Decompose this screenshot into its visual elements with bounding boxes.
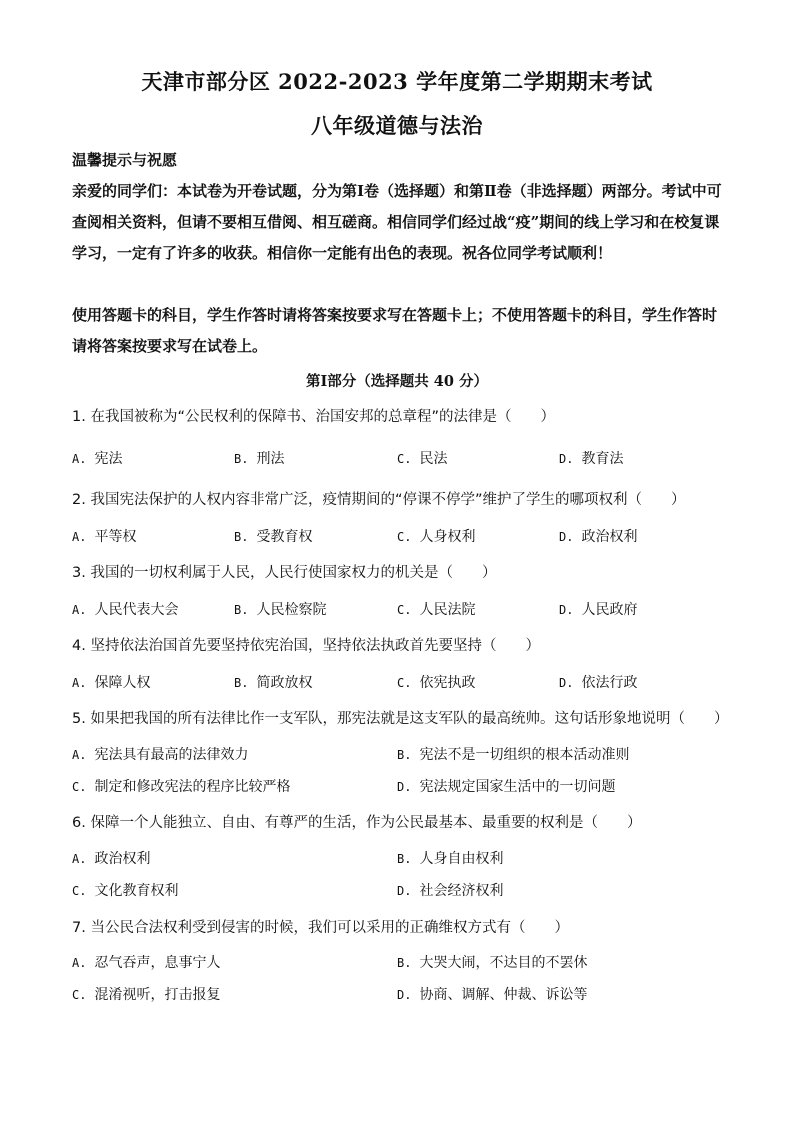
option-a: A. 忍气吞声，息事宁人 <box>72 955 221 971</box>
section-heading: 第Ⅰ部分（选择题共 40 分） <box>305 373 489 390</box>
answer-instruction: 使用答题卡的科目，学生作答时请将答案按要求写在答题卡上；不使用答题卡的科目，学生作答时请将答案按要求写在试卷上。 <box>72 306 718 355</box>
option-a: A. 平等权 <box>72 529 137 545</box>
option-d: D. 协商、调解、仲裁、诉讼等 <box>397 987 588 1003</box>
option-c: C. 依宪执政 <box>397 675 476 691</box>
option-c: C. 混淆视听，打击报复 <box>72 987 221 1003</box>
intro-paragraph: 亲爱的同学们：本试卷为开卷试题，分为第Ⅰ卷（选择题）和第Ⅱ卷（非选择题）两部分。考试中可查阅相关资料，但请不要相互借阅、相互磋商。相信同学们经过战“疫”期间的线上学习和在校复课学习，一定有了许多的收获。相信你一定能有出色的表现。祝各位同学考试顺利！ <box>72 182 722 262</box>
option-b: B. 大哭大闹，不达目的不罢休 <box>397 955 588 971</box>
exam-title: 天津市部分区 2022-2023 学年度第二学期期末考试 <box>141 69 653 94</box>
option-c: C. 人身权利 <box>397 529 476 545</box>
option-a: A. 政治权利 <box>72 851 151 867</box>
option-a: A. 人民代表大会 <box>72 602 179 618</box>
option-c: C. 民法 <box>397 451 448 467</box>
option-d: D. 依法行政 <box>559 675 638 691</box>
option-d: D. 人民政府 <box>559 602 638 618</box>
exam-subtitle: 八年级道德与法治 <box>311 113 483 138</box>
option-b: B. 刑法 <box>234 451 285 467</box>
option-a: A. 保障人权 <box>72 675 151 691</box>
option-d: D. 宪法规定国家生活中的一切问题 <box>397 779 616 795</box>
option-a: A. 宪法 <box>72 451 123 467</box>
question-stem: 7. 当公民合法权利受到侵害的时候，我们可以采用的正确维权方式有（ ） <box>72 920 569 936</box>
option-b: B. 宪法不是一切组织的根本活动准则 <box>397 747 630 763</box>
option-b: B. 人身自由权利 <box>397 851 504 867</box>
option-d: D. 社会经济权利 <box>397 883 504 899</box>
question-stem: 2. 我国宪法保护的人权内容非常广泛，疫情期间的“停课不停学”维护了学生的哪项权利（ ） <box>72 492 686 508</box>
option-a: A. 宪法具有最高的法律效力 <box>72 747 249 763</box>
question-stem: 6. 保障一个人能独立、自由、有尊严的生活，作为公民最基本、最重要的权利是（ ） <box>72 815 642 831</box>
question-stem: 4. 坚持依法治国首先要坚持依宪治国，坚持依法执政首先要坚持（ ） <box>72 638 540 654</box>
option-d: D. 政治权利 <box>559 529 638 545</box>
option-c: C. 人民法院 <box>397 602 476 618</box>
option-b: B. 受教育权 <box>234 529 313 545</box>
question-stem: 3. 我国的一切权利属于人民，人民行使国家权力的机关是（ ） <box>72 565 497 581</box>
option-d: D. 教育法 <box>559 451 624 467</box>
option-c: C. 制定和修改宪法的程序比较严格 <box>72 779 291 795</box>
option-c: C. 文化教育权利 <box>72 883 179 899</box>
intro-heading: 温馨提示与祝愿 <box>72 151 178 169</box>
question-stem: 1. 在我国被称为“公民权利的保障书、治国安邦的总章程”的法律是（ ） <box>72 409 555 425</box>
question-stem: 5. 如果把我国的所有法律比作一支军队，那宪法就是这支军队的最高统帅。这句话形象地说明（ ） <box>72 711 729 727</box>
option-b: B. 简政放权 <box>234 675 313 691</box>
option-b: B. 人民检察院 <box>234 602 327 618</box>
